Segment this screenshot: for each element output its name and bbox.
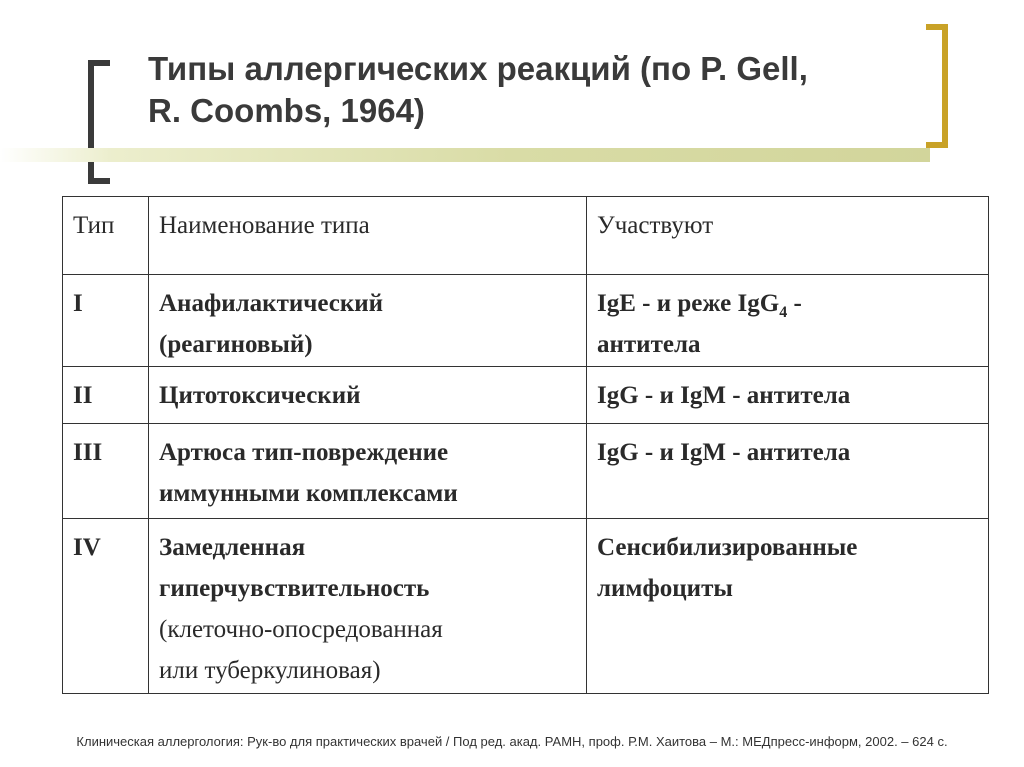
header-participants: Участвуют [587,197,989,275]
citation-footer: Клиническая аллергология: Рук-во для практических врачей / Под ред. акад. РАМН, проф. Р.М. Хаитова – М.: МЕДпресс-информ, 2002. – 624 с. [76,734,948,749]
row-participants-cell: IgG - и IgM - антитела [587,367,989,424]
row-name-cell: Цитотоксический [149,367,587,424]
row-type-cell: I [63,275,149,367]
name-line: (клеточно-опосредованная [159,616,443,643]
row-participants-cell: IgG - и IgM - антитела [587,424,989,519]
participants-text: IgE - и реже IgG [597,290,780,317]
title-line-1: Типы аллергических реакций (по P. Gell, [148,50,808,87]
allergy-types-table-wrap [62,196,989,694]
participants-text: Сенсибилизированные [597,534,858,561]
participants-text: лимфоциты [597,575,733,602]
header-type: Тип [63,197,149,275]
participants-text: - [787,290,802,317]
row-name-cell [149,275,587,367]
title-underline-bar [0,148,930,162]
row-type-cell: IV [63,519,149,694]
row-type-cell: II [63,367,149,424]
name-line: иммунными комплексами [159,480,458,507]
row-name-cell [149,519,587,694]
participants-text: антитела [597,331,701,358]
name-line: Артюса тип-повреждение [159,439,449,466]
name-line: или туберкулиновая) [159,657,381,684]
row-participants-cell [587,519,989,694]
table-row [63,424,989,519]
allergy-types-table [62,196,989,694]
name-line: Анафилактический [159,290,384,317]
name-line: гиперчувствительность [159,575,430,602]
table-row [63,275,989,367]
title-line-2: R. Coombs, 1964) [148,92,425,129]
row-name-cell [149,424,587,519]
table-row [63,367,989,424]
header-name: Наименование типа [149,197,587,275]
slide-title [148,48,948,132]
row-type-cell: III [63,424,149,519]
table-header-row [63,197,989,275]
name-line: (реагиновый) [159,331,313,358]
name-line: Замедленная [159,534,306,561]
subscript-text: 4 [779,304,788,321]
row-participants-cell [587,275,989,367]
table-row [63,519,989,694]
left-bracket-decoration [88,60,110,184]
